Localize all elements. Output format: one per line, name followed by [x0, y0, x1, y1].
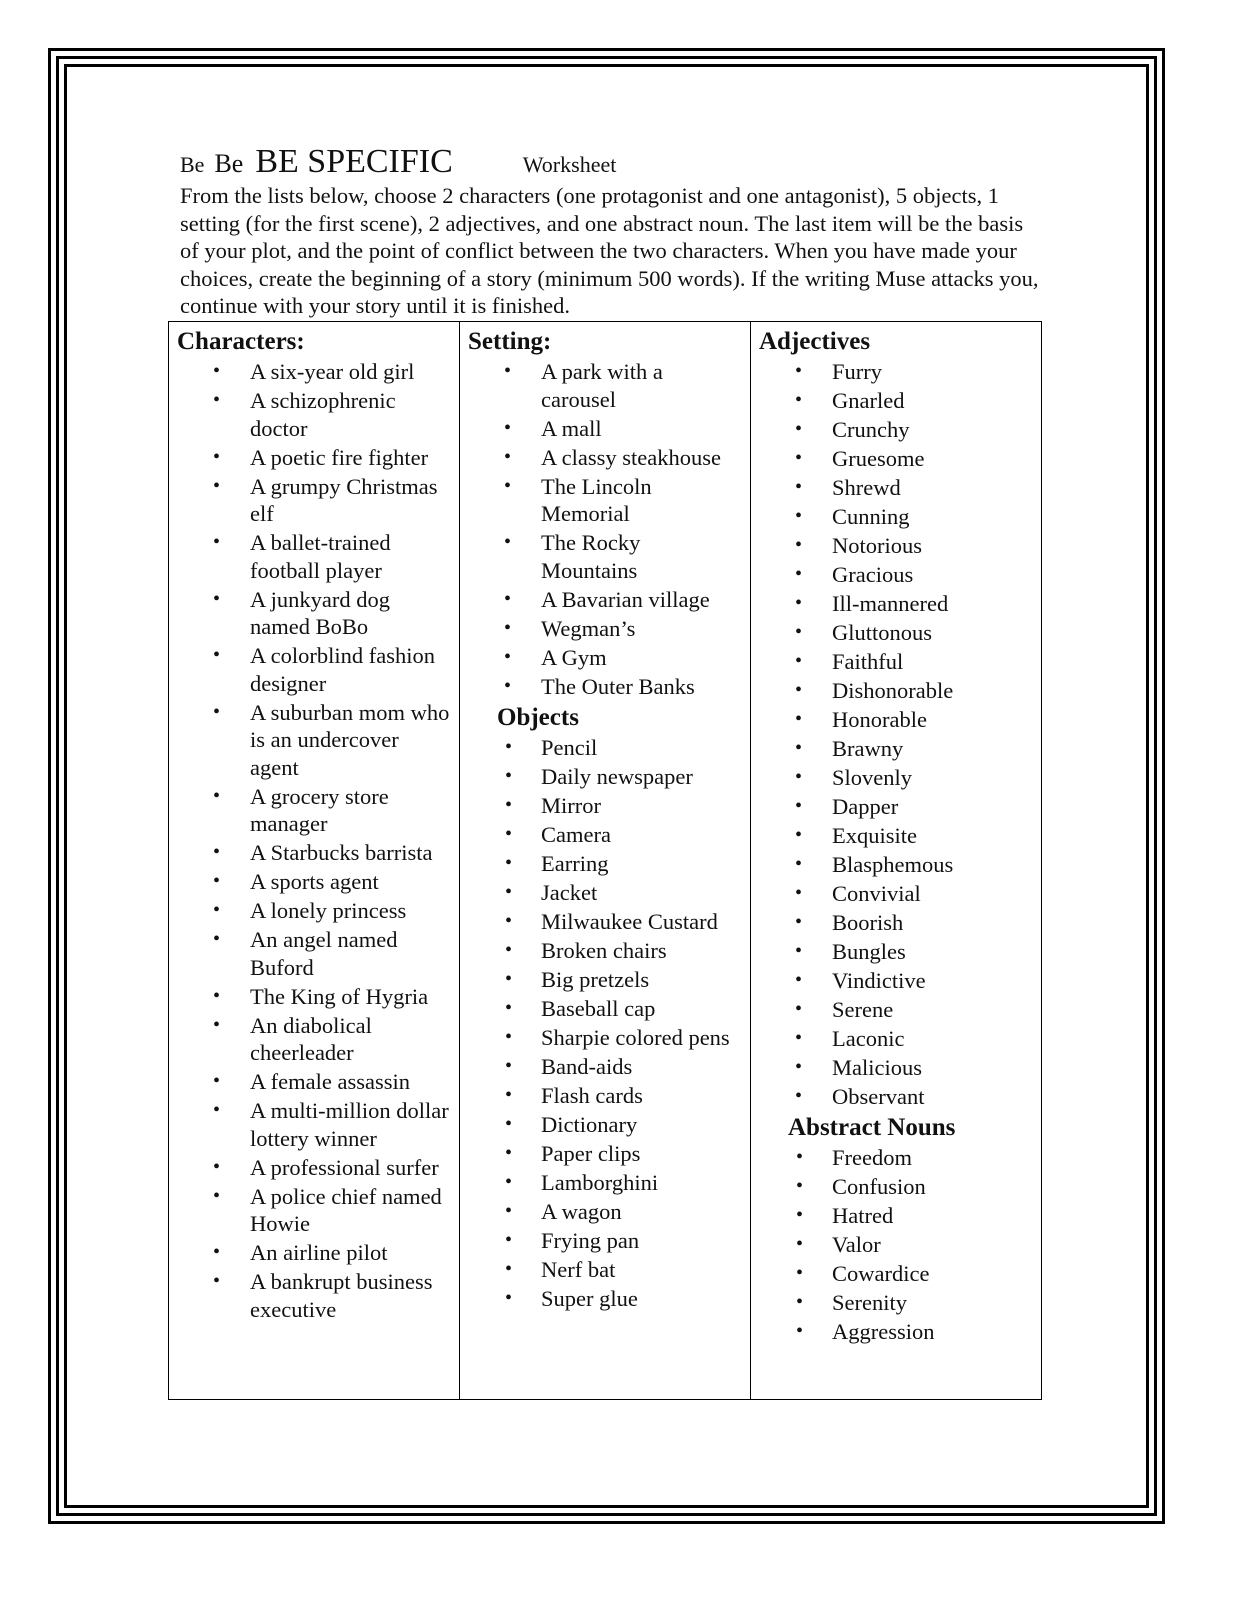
- list-item: • Brawny: [759, 735, 1033, 763]
- list-item: • Faithful: [759, 648, 1033, 676]
- list-item: • Nerf bat: [505, 1256, 742, 1284]
- list-item: • Serene: [759, 996, 1033, 1024]
- list-item: • Malicious: [759, 1054, 1033, 1082]
- title-line: [180, 142, 1040, 182]
- list-item: • A police chief named Howie: [177, 1183, 451, 1238]
- list-item: • A classy steakhouse: [468, 444, 742, 472]
- adjectives-heading: Adjectives: [759, 328, 871, 355]
- list-item: • Cowardice: [796, 1260, 1033, 1288]
- list-item: • A lonely princess: [177, 897, 451, 925]
- objects-heading: Objects: [497, 703, 579, 731]
- list-item: • Slovenly: [759, 764, 1033, 792]
- list-item: • Sharpie colored pens: [505, 1024, 742, 1052]
- abstract-nouns-heading: Abstract Nouns: [788, 1114, 956, 1141]
- list-item: • Serenity: [796, 1289, 1033, 1317]
- list-item: • Observant: [759, 1083, 1033, 1111]
- list-item: • Convivial: [759, 880, 1033, 908]
- list-item: • A junkyard dog named BoBo: [177, 586, 451, 641]
- title-small: Be: [180, 152, 205, 177]
- worksheet-label: Worksheet: [522, 152, 617, 177]
- list-item: • Blasphemous: [759, 851, 1033, 879]
- list-item: • Gracious: [759, 561, 1033, 589]
- list-item: • A poetic fire fighter: [177, 444, 451, 472]
- list-item: • A Bavarian village: [468, 586, 742, 614]
- list-item: • Super glue: [505, 1285, 742, 1313]
- list-item: • A six-year old girl: [177, 358, 451, 386]
- list-item: • Pencil: [505, 734, 742, 762]
- list-item: • Camera: [505, 821, 742, 849]
- worksheet-header: [180, 142, 1040, 320]
- list-item: • A grocery store manager: [177, 783, 451, 838]
- list-item: • A wagon: [505, 1198, 742, 1226]
- word-lists-table: [168, 321, 1042, 1400]
- list-item: • Gnarled: [759, 387, 1033, 415]
- list-item: • Ill-mannered: [759, 590, 1033, 618]
- list-item: • The Lincoln Memorial: [468, 473, 742, 528]
- list-item: • Shrewd: [759, 474, 1033, 502]
- list-item: • A sports agent: [177, 868, 451, 896]
- list-item: • Frying pan: [505, 1227, 742, 1255]
- list-item: • Valor: [796, 1231, 1033, 1259]
- list-item: • A female assassin: [177, 1068, 451, 1096]
- list-item: • Laconic: [759, 1025, 1033, 1053]
- list-item: • Confusion: [796, 1173, 1033, 1201]
- list-item: • A grumpy Christmas elf: [177, 473, 451, 528]
- adjectives-list: [759, 358, 1033, 1111]
- list-item: • A multi-million dollar lottery winner: [177, 1097, 451, 1152]
- list-item: • Freedom: [796, 1144, 1033, 1172]
- list-item: • Cunning: [759, 503, 1033, 531]
- list-item: • A park with a carousel: [468, 358, 742, 413]
- list-item: • Flash cards: [505, 1082, 742, 1110]
- list-item: • An angel named Buford: [177, 926, 451, 981]
- list-item: • A schizophrenic doctor: [177, 387, 451, 442]
- adjectives-nouns-column: [751, 322, 1042, 1400]
- list-item: • Wegman’s: [468, 615, 742, 643]
- list-item: • A ballet-trained football player: [177, 529, 451, 584]
- list-item: • An airline pilot: [177, 1239, 451, 1267]
- setting-objects-column: [460, 322, 751, 1400]
- list-item: • Dapper: [759, 793, 1033, 821]
- list-item: • A Starbucks barrista: [177, 839, 451, 867]
- list-item: • A colorblind fashion designer: [177, 642, 451, 697]
- list-item: • Hatred: [796, 1202, 1033, 1230]
- list-item: • Dictionary: [505, 1111, 742, 1139]
- list-item: • The King of Hygria: [177, 983, 451, 1011]
- list-item: • Vindictive: [759, 967, 1033, 995]
- list-item: • Mirror: [505, 792, 742, 820]
- list-item: • Dishonorable: [759, 677, 1033, 705]
- list-item: • Big pretzels: [505, 966, 742, 994]
- list-item: • Broken chairs: [505, 937, 742, 965]
- list-item: • Gluttonous: [759, 619, 1033, 647]
- list-item: • The Outer Banks: [468, 673, 742, 701]
- list-item: • The Rocky Mountains: [468, 529, 742, 584]
- abstract-nouns-list: [796, 1144, 1033, 1346]
- list-item: • Band-aids: [505, 1053, 742, 1081]
- characters-column: [169, 322, 460, 1400]
- list-item: • Lamborghini: [505, 1169, 742, 1197]
- list-item: • Daily newspaper: [505, 763, 742, 791]
- list-item: • Gruesome: [759, 445, 1033, 473]
- title-big: BE SPECIFIC: [255, 143, 453, 180]
- characters-list: [177, 358, 451, 1323]
- list-item: • Jacket: [505, 879, 742, 907]
- setting-list: [468, 358, 742, 700]
- list-item: • A mall: [468, 415, 742, 443]
- list-item: • Baseball cap: [505, 995, 742, 1023]
- list-item: • A bankrupt business executive: [177, 1268, 451, 1323]
- list-item: • Exquisite: [759, 822, 1033, 850]
- characters-heading: Characters:: [177, 328, 305, 355]
- list-item: • Aggression: [796, 1318, 1033, 1346]
- instructions: From the lists below, choose 2 characters (one protagonist and one antagonist), 5 objects, 1 setting (for the first scene), 2 adjectives, and one abstract noun. The last item will be the basis of your plot, and the point of conflict between the two characters. When you have made your choices, create the beginning of a story (minimum 500 words). If the writing Muse attacks you, continue with your story until it is finished.: [180, 183, 1039, 318]
- list-item: • Bungles: [759, 938, 1033, 966]
- setting-heading: Setting:: [468, 328, 552, 355]
- list-item: • A professional surfer: [177, 1154, 451, 1182]
- list-item: • Crunchy: [759, 416, 1033, 444]
- list-item: • Notorious: [759, 532, 1033, 560]
- list-item: • Furry: [759, 358, 1033, 386]
- list-item: • Paper clips: [505, 1140, 742, 1168]
- list-item: • A Gym: [468, 644, 742, 672]
- list-item: • Boorish: [759, 909, 1033, 937]
- list-item: • Honorable: [759, 706, 1033, 734]
- title-mid: Be: [214, 149, 244, 178]
- list-item: • A suburban mom who is an undercover agent: [177, 699, 451, 782]
- list-item: • Earring: [505, 850, 742, 878]
- list-item: • Milwaukee Custard: [505, 908, 742, 936]
- objects-list: [505, 734, 742, 1313]
- list-item: • An diabolical cheerleader: [177, 1012, 451, 1067]
